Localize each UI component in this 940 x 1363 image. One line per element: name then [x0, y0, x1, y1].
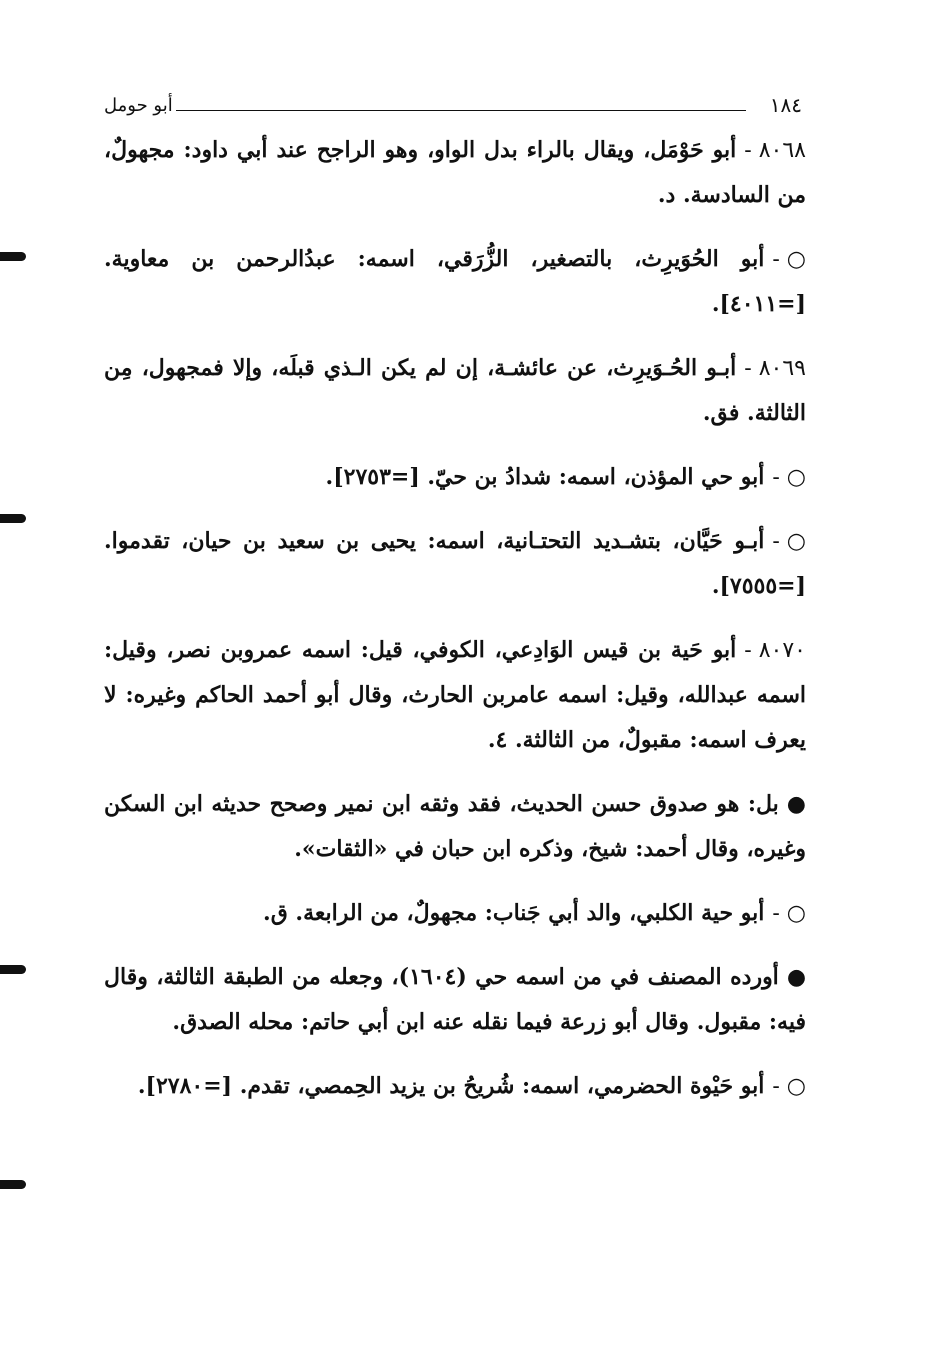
entry-text: أبو حَوْمَل، ويقال بالراء بدل الواو، وهو الراجح عند أبي داود: مجهولٌ، من السادسة. د.	[104, 137, 806, 208]
scan-edge-mark	[0, 1180, 26, 1189]
entry-text: أبو حَية بن قيس الوَادِعي، الكوفي، قيل: اسمه عمروبن نصر، وقيل: اسمه عبدالله، وقيل: اسمه عامربن الحارث، وقال أبو أحمد الحاكم وغيره: لا يعرف اسمه: مقبولٌ، من الثالثة. ٤.	[104, 637, 806, 753]
entry-8068	[104, 128, 806, 218]
entry-cross-ref	[104, 519, 806, 609]
entry-comment	[104, 955, 806, 1045]
filled-circle-icon: ●	[786, 792, 806, 817]
hollow-circle-icon: ○ -	[772, 465, 806, 490]
entry-8069	[104, 346, 806, 436]
hollow-circle-icon: ○ -	[772, 529, 806, 554]
entry-text: أبـو الحُـوَيرِث، عن عائشـة، إن لم يكن الـذي قبلَه، وإلا فمجهول، مِن الثالثة. فق.	[104, 355, 806, 426]
entry-cross-ref	[104, 1064, 806, 1109]
entry-cross-ref	[104, 237, 806, 327]
entry-number: ٨٠٦٩ -	[744, 356, 806, 381]
entry-text: أبـو حَيَّان، بتشـديد التحتـانية، اسمه: يحيى بن سعيد بن حيان، تقدموا. [=٧٥٥٥].	[104, 528, 806, 599]
entry-cross-ref	[104, 891, 806, 936]
entry-comment	[104, 782, 806, 872]
scan-edge-mark	[0, 514, 26, 523]
running-title: أبو حومل	[104, 95, 173, 116]
entry-text: بل: هو صدوق حسن الحديث، فقد وثقه ابن نمير وصحح حديثه ابن السكن وغيره، وقال أحمد: شيخ، وذكره ابن حبان في «الثقات».	[104, 791, 806, 862]
page-number: ١٨٤	[769, 93, 802, 117]
entry-number: ٨٠٦٨ -	[744, 138, 806, 163]
scan-edge-mark	[0, 252, 26, 261]
entry-text: أبو حي المؤذن، اسمه: شدادُ بن حيّ. [=٢٧٥٣].	[325, 464, 765, 490]
hollow-circle-icon: ○ -	[772, 901, 806, 926]
hollow-circle-icon: ○ -	[772, 247, 806, 272]
hollow-circle-icon: ○ -	[772, 1074, 806, 1099]
entry-number: ٨٠٧٠ -	[744, 638, 806, 663]
scan-edge-mark	[0, 965, 26, 974]
page-header	[104, 93, 802, 125]
entry-text: أبو حَيْوة الحضرمي، اسمه: شُريحُ بن يزيد الحِمصي، تقدم. [=٢٧٨٠].	[137, 1073, 765, 1099]
filled-circle-icon: ●	[786, 965, 807, 990]
header-rule	[176, 110, 746, 111]
entry-8070	[104, 628, 806, 763]
page-body	[104, 128, 806, 1128]
entry-text: أبو الحُوَيرِث، بالتصغير، الزُّرَقي، اسمه: عبدُالرحمن بن معاوية. [=٤٠١١].	[104, 246, 806, 317]
entry-cross-ref	[104, 455, 806, 500]
entry-text: أورده المصنف في من اسمه حي (١٦٠٤)، وجعله من الطبقة الثالثة، وقال فيه: مقبول. وقال أبو زرعة فيما نقله عنه ابن أبي حاتم: محله الصدق.	[104, 964, 806, 1035]
entry-text: أبو حية الكلبي، والد أبي جَناب: مجهولٌ، من الرابعة. ق.	[263, 900, 765, 926]
